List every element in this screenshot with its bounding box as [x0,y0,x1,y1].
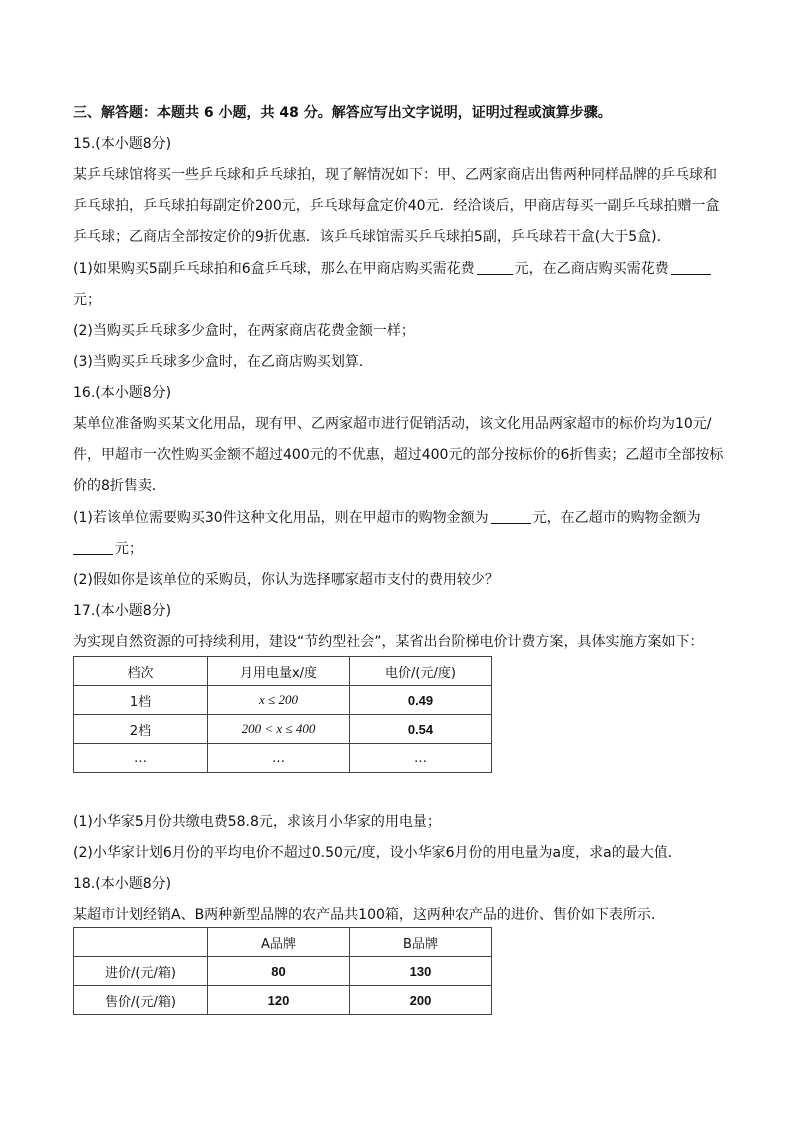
q15-part1 [73,259,713,279]
q17-intro: 为实现自然资源的可持续利用，建设“节约型社会”，某省出台阶梯电价计费方案，具体实施方案如下： [73,634,704,650]
q16-part1-end [73,539,143,559]
table-header-cell: A品牌 [208,928,350,957]
table-cell: 售价/(元/箱) [74,986,208,1015]
table-cell: 80 [208,957,350,986]
table-cell: 130 [350,957,492,986]
table-header-row [74,657,492,686]
table-cell: … [74,744,208,773]
table-cell: 200 [350,986,492,1015]
q15-part3: (3)当购买乒乓球多少盒时，在乙商店购买划算． [73,354,373,370]
q18-title: 18.(本小题8分) [73,876,172,892]
answer-blank[interactable] [491,509,531,524]
electricity-price-table [73,656,492,773]
q16-stem-line1: 某单位准备购买某文化用品，现有甲、乙两家超市进行促销活动，该文化用品两家超市的标价均为10元/ [73,416,712,432]
table-header-cell: 电价/(元/度) [350,657,492,686]
answer-blank[interactable] [671,260,711,275]
q16-part1-text-c: 元； [115,541,143,557]
answer-blank[interactable] [73,540,113,555]
q17-part1: (1)小华家5月份共缴电费58.8元，求该月小华家的用电量； [73,814,441,830]
q16-stem-line3: 价的8折售卖． [73,478,166,494]
table-row [74,715,492,744]
q15-part1-text-a: (1)如果购买5副乒乓球拍和6盒乒乓球，那么在甲商店购买需花费 [73,261,475,277]
table-header-cell: 月用电量x/度 [208,657,350,686]
q15-title: 15.(本小题8分) [73,136,172,152]
table-cell: 0.49 [350,686,492,715]
q15-stem-line1: 某乒乓球馆将买一些乒乓球和乒乓球拍，现了解情况如下：甲、乙两家商店出售两种同样品牌的乒乓球和 [73,167,717,183]
q16-part1 [73,508,701,528]
q17-title: 17.(本小题8分) [73,603,172,619]
section-header: 三、解答题：本题共 6 小题，共 48 分。解答应写出文字说明，证明过程或演算步骤。 [73,105,612,121]
table-row [74,986,492,1015]
table-row [74,957,492,986]
q16-part1-text-b: 元，在乙超市的购物金额为 [532,510,701,526]
table-header-row [74,928,492,957]
q16-part1-text-a: (1)若该单位需要购买30件这种文化用品，则在甲超市的购物金额为 [73,510,489,526]
q16-stem-line2: 件，甲超市一次性购买金额不超过400元的不优惠，超过400元的部分按标价的6折售卖；乙超市全部按标 [73,447,724,463]
table-cell: 120 [208,986,350,1015]
q15-stem-line3: 乒乓球；乙商店全部按定价的9折优惠．该乒乓球馆需买乒乓球拍5副，乒乓球若干盒(大于5盒)． [73,229,671,245]
table-cell: … [208,744,350,773]
table-header-cell: 档次 [74,657,208,686]
table-cell: 1档 [74,686,208,715]
table-cell: 2档 [74,715,208,744]
product-price-table [73,927,492,1015]
q15-part1-text-b: 元，在乙商店购买需花费 [514,261,669,277]
q15-part2: (2)当购买乒乓球多少盒时，在两家商店花费金额一样； [73,323,415,339]
table-cell: 0.54 [350,715,492,744]
q17-part2: (2)小华家计划6月份的平均电价不超过0.50元/度，设小华家6月份的用电量为a度，求a的最大值． [73,845,682,861]
table-row [74,686,492,715]
q15-part1-end: 元； [73,292,101,308]
table-cell: 进价/(元/箱) [74,957,208,986]
q16-title: 16.(本小题8分) [73,385,172,401]
table-header-cell [74,928,208,957]
answer-blank[interactable] [477,260,513,275]
q15-stem-line2: 乒乓球拍，乒乓球拍每副定价200元，乒乓球每盒定价40元．经洽谈后，甲商店每买一副乒乓球拍赠一盒 [73,198,720,214]
table-row [74,744,492,773]
q16-part2: (2)假如你是该单位的采购员，你认为选择哪家超市支付的费用较少？ [73,572,499,588]
table-cell: 200 < x ≤ 400 [208,715,350,744]
table-cell: … [350,744,492,773]
table-cell: x ≤ 200 [208,686,350,715]
table-header-cell: B品牌 [350,928,492,957]
q18-intro: 某超市计划经销A、B两种新型品牌的农产品共100箱，这两种农产品的进价、售价如下表所示． [73,907,665,923]
